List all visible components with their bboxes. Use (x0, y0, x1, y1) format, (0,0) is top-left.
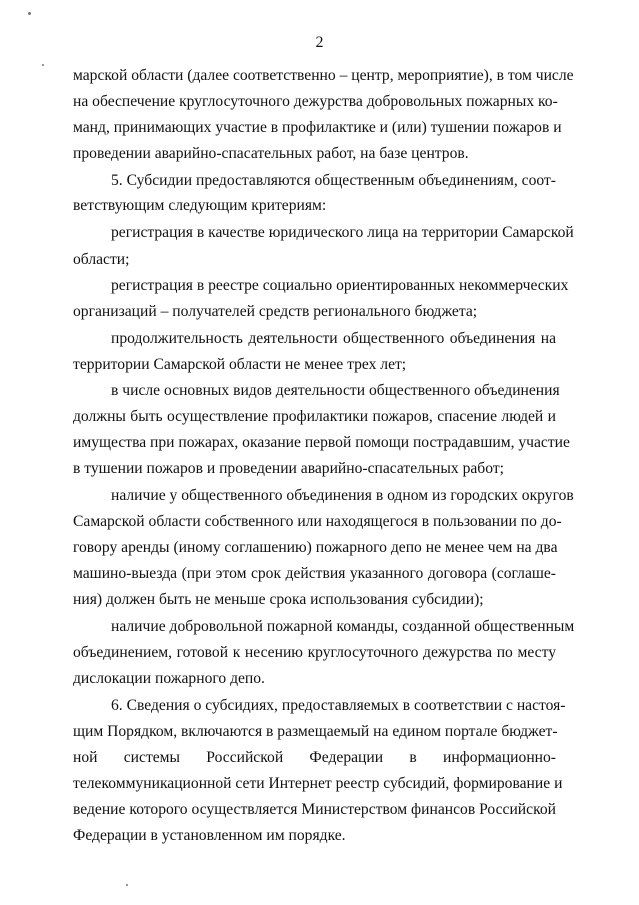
text-line: области; (73, 251, 130, 268)
text-line: территории Самарской области не менее трех лет; (73, 356, 407, 373)
text-line: ния) должен быть не меньше срока использования субсидии); (73, 591, 484, 608)
text-line: марской области (далее соответственно – центр, мероприятие), в том числе (73, 67, 574, 84)
text-line: объединением, готовой к несению круглосуточного дежурства по месту (73, 644, 556, 661)
text-line: дислокации пожарного депо. (73, 670, 265, 687)
criterion-duration: продолжительность деятельности общественного объединения на (111, 330, 556, 347)
text-line: должны быть осуществление профилактики пожаров, спасение людей и (73, 408, 556, 425)
criterion-depot: наличие у общественного объединения в одном из городских округов (111, 487, 574, 504)
scan-speck (28, 12, 31, 15)
text-line: ной системы Российской Федерации в информационно- (73, 749, 556, 766)
criterion-registry: регистрация в реестре социально ориентированных некоммерческих (111, 277, 569, 294)
text-line: в тушении пожаров и проведении аварийно-спасательных работ; (73, 460, 504, 477)
text-line: манд, принимающих участие в профилактике и (или) тушении пожаров и (73, 119, 562, 136)
paragraph-6-start: 6. Сведения о субсидиях, предоставляемых в соответствии с настоя- (111, 697, 566, 714)
text-line: ветствующим следующим критериям: (73, 197, 327, 214)
paragraph-5-start: 5. Субсидии предоставляются общественным объединениям, соот- (111, 172, 556, 189)
text-line: имущества при пожарах, оказание первой помощи пострадавшим, участие (73, 434, 570, 451)
text-line: ведение которого осуществляется Министерством финансов Российской (73, 801, 556, 818)
criterion-registration: регистрация в качестве юридического лица на территории Самарской (111, 224, 574, 241)
text-line: телекоммуникационной сети Интернет реестр субсидий, формирование и (73, 775, 563, 792)
scan-speck (42, 64, 44, 66)
text-line: организаций – получателей средств регионального бюджета; (73, 303, 478, 320)
text-line: Федерации в установленном им порядке. (73, 827, 346, 844)
text-line: машино-выезда (при этом срок действия указанного договора (соглаше- (73, 565, 556, 582)
text-line: на обеспечение круглосуточного дежурства добровольных пожарных ко- (73, 93, 558, 110)
page-number: 2 (315, 34, 324, 51)
scan-speck (126, 884, 128, 886)
text-line: Самарской области собственного или находящегося в пользовании по до- (73, 513, 562, 530)
text-line: проведении аварийно-спасательных работ, на базе центров. (73, 145, 469, 162)
text-line: щим Порядком, включаются в размещаемый на едином портале бюджет- (73, 723, 558, 740)
criterion-activities: в числе основных видов деятельности общественного объединения (111, 382, 560, 399)
criterion-fire-team: наличие добровольной пожарной команды, созданной общественным (111, 618, 575, 635)
text-line: говору аренды (иному соглашению) пожарного депо не менее чем на два (73, 539, 558, 556)
